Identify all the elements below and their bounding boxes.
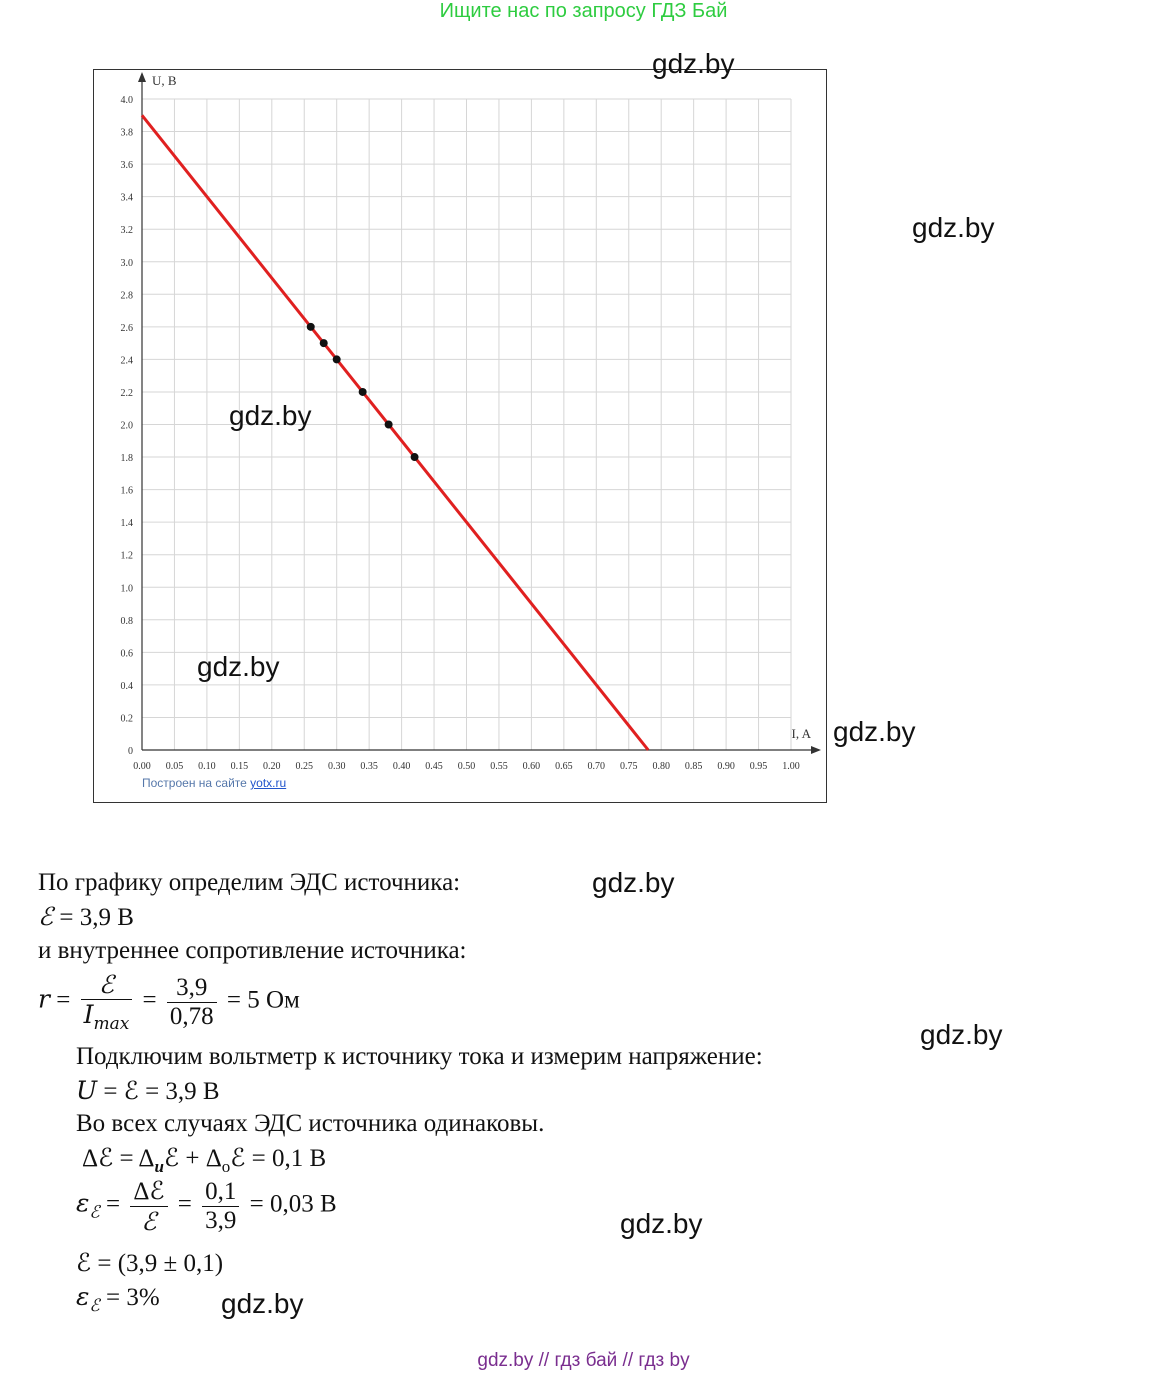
text-line-emf-value <box>38 902 134 932</box>
x-axis-label: I, A <box>791 726 811 741</box>
equals: = <box>49 986 77 1014</box>
abs-error-part: ℰ = 0,1 В <box>230 1145 327 1172</box>
fraction-rel-values <box>202 1178 239 1235</box>
x-tick-label: 0.00 <box>133 761 151 772</box>
formula-rel-error <box>76 1176 337 1236</box>
watermark: gdz.by <box>592 867 675 898</box>
credit-prefix: Построен на сайте <box>142 776 247 790</box>
fraction-rel <box>130 1176 167 1236</box>
y-tick-label: 1.0 <box>120 583 133 595</box>
chart-frame <box>93 69 827 803</box>
eps-subscript: ℰ <box>89 1296 100 1316</box>
y-tick-label: 0 <box>128 746 133 757</box>
formula-abs-error <box>82 1143 326 1177</box>
y-tick-label: 3.6 <box>120 160 133 172</box>
y-tick-label: 1.4 <box>120 518 133 530</box>
text-line-emf-intro: По графику определим ЭДС источника: <box>38 869 461 896</box>
abs-error-part: Δℰ = Δ <box>82 1145 155 1172</box>
watermark: gdz.by <box>221 1288 304 1319</box>
x-tick-label: 0.85 <box>684 761 703 772</box>
data-point <box>307 323 315 331</box>
y-tick-label: 1.2 <box>120 550 133 562</box>
x-tick-label: 1.00 <box>782 761 800 772</box>
x-tick-label: 0.70 <box>587 761 606 772</box>
fraction-denominator <box>81 1000 133 1034</box>
x-tick-label: 0.55 <box>490 761 508 772</box>
x-tick-label: 0.40 <box>392 761 411 772</box>
i-subscript: max <box>93 1014 130 1034</box>
equals: = <box>99 1190 127 1218</box>
r-symbol: r <box>38 984 50 1014</box>
y-tick-label: 3.2 <box>120 225 133 237</box>
text-line-voltmeter: Подключим вольтметр к источнику тока и измерим напряжение: <box>76 1043 763 1070</box>
y-tick-label: 4.0 <box>120 95 133 106</box>
y-tick-label: 2.2 <box>120 387 133 399</box>
emf-symbol: ℰ <box>38 902 54 931</box>
equals: = <box>171 1190 199 1218</box>
x-tick-label: 0.60 <box>522 761 541 772</box>
fraction-emf-over-imax <box>81 970 133 1034</box>
data-point <box>385 421 393 429</box>
chart-credit <box>142 776 286 790</box>
eps-subscript: ℰ <box>89 1202 100 1223</box>
y-tick-label: 3.4 <box>120 192 133 204</box>
voltage-value: = ℰ = 3,9 В <box>97 1078 220 1105</box>
fraction-denominator: 0,78 <box>169 1002 214 1030</box>
eps-symbol: ε <box>76 1282 90 1311</box>
x-tick-label: 0.90 <box>717 761 735 772</box>
data-point <box>320 339 328 347</box>
watermark: gdz.by <box>620 1208 703 1239</box>
rel-error-result: = 0,03 В <box>243 1190 337 1218</box>
chart-svg <box>94 70 826 802</box>
y-tick-label: 0.8 <box>120 615 133 627</box>
header-link[interactable]: Ищите нас по запросу ГДЗ Бай <box>439 0 728 22</box>
x-tick-label: 0.20 <box>263 761 281 772</box>
watermark: gdz.by <box>833 716 916 747</box>
y-tick-label: 0.2 <box>120 713 133 725</box>
text-line-conclusion: Во всех случаях ЭДС источника одинаковы. <box>76 1110 545 1137</box>
equals: = <box>136 986 163 1014</box>
formula-resistance <box>38 970 300 1034</box>
data-point <box>359 388 367 396</box>
y-tick-label: 2.8 <box>120 290 133 302</box>
text-line-resistance-intro: и внутреннее сопротивление источника: <box>38 937 467 964</box>
abs-error-part: ℰ + Δ <box>163 1145 222 1172</box>
y-tick-label: 0.6 <box>120 648 133 660</box>
x-tick-label: 0.75 <box>620 761 638 772</box>
y-axis-label: U, B <box>152 73 177 88</box>
fraction-numerator: 3,9 <box>167 974 217 1003</box>
y-axis-arrow <box>138 72 146 82</box>
u-symbol: U <box>76 1076 98 1105</box>
x-tick-label: 0.05 <box>165 761 184 772</box>
y-tick-label: 2.0 <box>120 420 133 432</box>
x-tick-label: 0.15 <box>230 761 249 772</box>
y-tick-label: 3.8 <box>120 127 133 139</box>
watermark: gdz.by <box>197 651 280 682</box>
data-point <box>411 453 419 461</box>
x-axis-arrow <box>811 746 821 754</box>
watermark: gdz.by <box>229 400 312 431</box>
x-tick-label: 0.25 <box>295 761 313 772</box>
abs-error-sub-read: о <box>221 1157 231 1176</box>
emf-value: = 3,9 В <box>53 904 134 931</box>
watermark: gdz.by <box>920 1019 1003 1050</box>
abs-error-sub-instr: и <box>154 1157 164 1176</box>
fraction-denominator: 3,9 <box>205 1206 237 1234</box>
y-tick-label: 1.8 <box>120 453 133 465</box>
resistance-result: = 5 Ом <box>220 986 300 1014</box>
watermark: gdz.by <box>912 212 995 243</box>
formula-voltage <box>76 1076 220 1106</box>
footer-links[interactable]: gdz.by // гдз бай // гдз by <box>477 1350 690 1371</box>
x-tick-label: 0.35 <box>360 761 378 772</box>
fraction-values <box>167 974 217 1031</box>
fraction-denominator: ℰ <box>141 1207 157 1236</box>
y-tick-label: 0.4 <box>120 680 133 692</box>
fraction-numerator: 0,1 <box>202 1178 239 1207</box>
x-tick-label: 0.80 <box>652 761 670 772</box>
y-tick-label: 2.4 <box>120 355 133 367</box>
fraction-numerator: ℰ <box>81 970 133 1000</box>
x-tick-label: 0.10 <box>198 761 216 772</box>
i-symbol: I <box>83 1000 94 1029</box>
eps-symbol: ε <box>76 1188 90 1218</box>
rel-percent-value: = 3% <box>99 1284 160 1311</box>
x-tick-label: 0.65 <box>555 761 573 772</box>
data-point <box>333 355 341 363</box>
x-tick-label: 0.45 <box>425 761 443 772</box>
y-tick-label: 3.0 <box>120 257 133 269</box>
watermark: gdz.by <box>652 48 735 79</box>
formula-rel-percent <box>76 1282 160 1316</box>
x-tick-label: 0.95 <box>749 761 768 772</box>
y-tick-label: 2.6 <box>120 322 133 334</box>
formula-emf-result: ℰ = (3,9 ± 0,1) <box>76 1250 224 1277</box>
x-tick-label: 0.50 <box>457 761 476 772</box>
fraction-numerator: Δℰ <box>130 1176 167 1207</box>
y-tick-label: 1.6 <box>120 485 133 497</box>
credit-link[interactable]: yotx.ru <box>250 776 287 790</box>
x-tick-label: 0.30 <box>327 761 346 772</box>
